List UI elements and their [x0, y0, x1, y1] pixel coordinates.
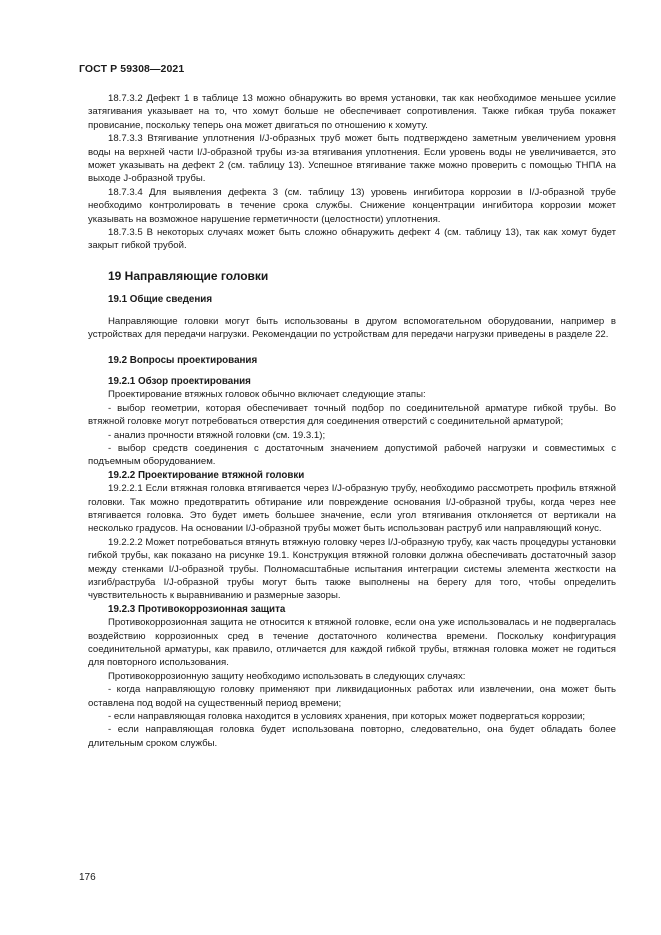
- paragraph-19-2-2-1: 19.2.2.1 Если втяжная головка втягивается через I/J-образную трубу, необходимо рассмотреть профиль втяжной головки. Так можно предотвратить обтирание или повреждение основания I/J-образной трубы, когда через нее втягивается головка. Это будет иметь большее значение, если угол втягивания отклоняется от вертикали на несколько градусов. На основании I/J-образной трубы может быть использован раструб или направляющий конус.: [88, 483, 616, 535]
- section-19-2-1-heading: 19.2.1 Обзор проектирования: [108, 375, 251, 387]
- paragraph-18-7-3-5: 18.7.3.5 В некоторых случаях может быть сложно обнаружить дефект 4 (см. таблицу 13), так как хомут будет закрыт гибкой трубой.: [88, 227, 616, 252]
- paragraph-18-7-3-3: 18.7.3.3 Втягивание уплотнения I/J-образных труб может быть подтверждено заметным увеличением уровня воды на верхней части I/J-образной трубы из-за втягивания уплотнения. Если уровень воды не увеличивается, это может указывать на дефект 2 (см. таблицу 13). Успешное втягивание также можно проверить с помощью ТНПА на выходе J-образной трубы.: [88, 133, 616, 185]
- design-stages-intro: Проектирование втяжных головок обычно включает следующие этапы:: [108, 389, 426, 401]
- section-19-2-heading: 19.2 Вопросы проектирования: [108, 354, 258, 366]
- paragraph-18-7-3-2: 18.7.3.2 Дефект 1 в таблице 13 можно обнаружить во время установки, так как необходимое меньшее усилие затягивания указывает на то, что хомут больше не обеспечивает сопротивления. Также гибкая труба покажет провисание, поскольку теперь она может двигаться по отношению к хомуту.: [88, 93, 616, 131]
- design-stage-item: - выбор средств соединения с достаточным значением допустимой рабочей нагрузки и совместимых с подъемным оборудованием.: [88, 442, 616, 468]
- corrosion-case-item: - если направляющая головка будет использована повторно, следовательно, она будет обладать более длительным сроком службы.: [88, 724, 616, 749]
- section-19-1-heading: 19.1 Общие сведения: [108, 294, 213, 306]
- corrosion-protection-text: Противокоррозионная защита не относится к втяжной головке, если она уже использовалась и не подвергалась воздействию коррозионных сред в течение достаточного количества времени. Поскольку конфигурация соединительной арматуры, как правило, отличается для каждой гибкой трубы, втяжная головка может не годиться для повторного использования.: [88, 617, 616, 669]
- corrosion-case-item: - когда направляющую головку применяют при ликвидационных работах или извлечении, она может быть оставлена под водой на существенный период времени;: [88, 684, 616, 709]
- design-stage-item: - анализ прочности втяжной головки (см. 19.3.1);: [108, 429, 326, 441]
- document-header: ГОСТ Р 59308—2021: [79, 63, 185, 75]
- design-stage-item: - выбор геометрии, которая обеспечивает точный подбор по соединительной арматуре гибкой трубы. Во втяжной головке могут потребоваться отверстия для соединения отверстий с соединительной арматурой;: [88, 402, 616, 428]
- paragraph-19-2-2-2: 19.2.2.2 Может потребоваться втянуть втяжную головку через I/J-образную трубу, как часть процедуры установки гибкой трубы, как показано на рисунке 19.1. Конструкция втяжной головки должна обеспечивать достаточный зазор между стенками I/J-образной трубы. Полномасштабные испытания интеграции системы элемента жесткости на изгиб/раструба I/J-образной трубы могут быть также выполнены на берегу для того, чтобы определить чувствительность к выравниванию и размерные зазоры.: [88, 536, 616, 602]
- section-19-1-text: Направляющие головки могут быть использованы в другом вспомогательном оборудовании, например в устройствах для передачи нагрузки. Рекомендации по устройствам для передачи нагрузки приведены в разделе 22.: [88, 315, 616, 341]
- document-body: [88, 92, 616, 750]
- page-number: 176: [79, 872, 96, 883]
- corrosion-cases-intro: Противокоррозионную защиту необходимо использовать в следующих случаях:: [108, 670, 466, 682]
- paragraph-18-7-3-4: 18.7.3.4 Для выявления дефекта 3 (см. таблицу 13) уровень ингибитора коррозии в I/J-образной трубе необходимо контролировать в течение срока службы. Снижение концентрации ингибитора коррозии может указывать на возможное нарушение герметичности (целостности) уплотнения.: [88, 186, 616, 225]
- section-19-2-2-heading: 19.2.2 Проектирование втяжной головки: [108, 469, 305, 481]
- section-19-heading: 19 Направляющие головки: [108, 268, 269, 283]
- section-19-2-3-heading: 19.2.3 Противокоррозионная защита: [108, 603, 286, 615]
- corrosion-case-item: - если направляющая головка находится в условиях хранения, при которых может подвергаться коррозии;: [108, 711, 586, 723]
